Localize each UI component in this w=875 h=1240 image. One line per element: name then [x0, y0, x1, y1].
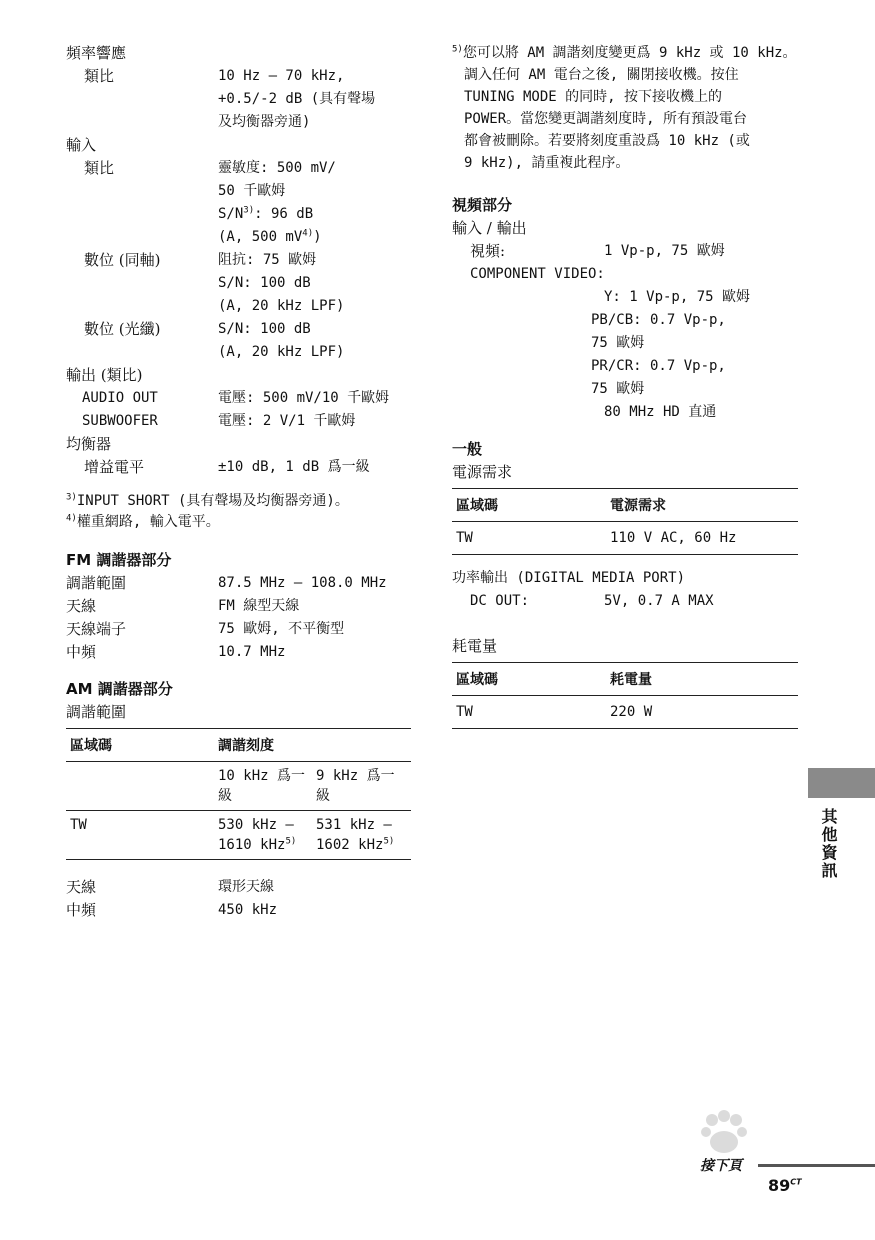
footnote-5: $^{5)}$您可以將 AM 調諧刻度變更爲 9 kHz 或 10 kHz。 調入任何 AM 電台之後, 關閉接收機。按住 TUNING MODE 的同時, 按下接收機上的 POWER。當您變更調諧刻度時, 所有預設電台 都會被刪除。若要將刻度重設爲 10 kHz (或 9 kHz), 請重複此程序。	[452, 44, 797, 171]
table-header: 區域碼	[452, 663, 606, 696]
fm-antenna-row: 天線 FM 線型天線	[66, 597, 300, 615]
video-heading: 視頻部分	[452, 196, 513, 214]
eq-gain-value: ±10 dB, 1 dB 爲一級	[218, 459, 370, 475]
input-coax-label: 數位 (同軸)	[84, 251, 161, 269]
table-cell: TW	[66, 811, 214, 860]
freq-analog-label: 類比	[84, 67, 115, 85]
component-pb: PB/CB: 0.7 Vp-p,	[591, 312, 726, 328]
component-pb: 75 歐姆	[591, 335, 645, 351]
table-cell: 530 kHz – 1610 kHz$^{5)}$	[214, 811, 312, 860]
table-row	[452, 696, 798, 729]
power-title: 電源需求	[452, 463, 513, 481]
output-sub-label: SUBWOOFER	[82, 413, 158, 429]
am-tuning-table	[66, 728, 411, 860]
component-pr: 75 歐姆	[591, 381, 645, 397]
table-header: 調諧刻度	[214, 729, 411, 762]
input-coax-value: (A, 20 kHz LPF)	[218, 298, 345, 314]
eq-title: 均衡器	[66, 435, 112, 453]
input-analog-weight: (A, 500 $mV^{4)}$)	[218, 228, 322, 245]
output-audio-label: AUDIO OUT	[82, 390, 158, 406]
footnote-3: $^{3)}$INPUT SHORT (具有聲場及均衡器旁通)。	[66, 492, 349, 509]
component-hd: 80 MHz HD 直通	[604, 404, 717, 420]
table-cell: TW	[452, 696, 606, 729]
output-audio-value: 電壓: 500 mV/10 千歐姆	[218, 390, 390, 406]
page-number: $89^{CT}$	[768, 1176, 802, 1195]
right-column	[452, 42, 798, 729]
video-row: 視頻: 1 Vp-p, 75 歐姆	[470, 242, 725, 260]
table-header: 區域碼	[66, 729, 214, 762]
input-coax-row	[66, 249, 411, 272]
component-y: Y: 1 Vp-p, 75 歐姆	[604, 289, 751, 305]
input-analog-value: 50 千歐姆	[218, 183, 286, 199]
video-io-title: 輸入 / 輸出	[452, 219, 527, 237]
input-coax-value: 阻抗: 75 歐姆	[218, 252, 317, 268]
am-range-title: 調諧範圍	[66, 703, 127, 721]
section-tab-marker	[808, 768, 875, 798]
input-optical-row	[66, 318, 411, 341]
table-header: 區域碼	[452, 489, 606, 522]
left-column	[66, 42, 411, 922]
table-row	[452, 522, 798, 555]
input-optical-label: 數位 (光纖)	[84, 320, 161, 338]
input-analog-label: 類比	[84, 159, 115, 177]
footer-rule	[758, 1164, 875, 1167]
output-title: 輸出 (類比)	[66, 366, 143, 384]
output-audio-row	[66, 387, 411, 410]
dcout-row: DC OUT: 5V, 0.7 A MAX	[470, 593, 714, 609]
component-title: COMPONENT VIDEO:	[470, 266, 605, 282]
general-heading: 一般	[452, 440, 483, 458]
consume-title: 耗電量	[452, 637, 498, 655]
footnote-ref: 3)	[243, 205, 255, 216]
freq-analog-row	[66, 65, 411, 88]
input-optical-value: S/N: 100 dB	[218, 321, 311, 337]
table-row	[66, 811, 411, 860]
consume-table	[452, 662, 798, 729]
table-cell: 110 V AC, 60 Hz	[606, 522, 798, 555]
input-analog-row	[66, 157, 411, 180]
output-sub-row	[66, 410, 411, 433]
am-if-row: 中頻 450 kHz	[66, 901, 278, 919]
input-analog-value: 靈敏度: 500 mV/	[218, 160, 336, 176]
table-cell: TW	[452, 522, 606, 555]
fm-range-row: 調諧範圍 87.5 MHz – 108.0 MHz	[66, 574, 387, 592]
freq-title: 頻率響應	[66, 44, 127, 62]
input-optical-value: (A, 20 kHz LPF)	[218, 344, 345, 360]
table-cell: 9 kHz 爲一 級	[316, 768, 395, 804]
input-title: 輸入	[66, 136, 97, 154]
table-cell: 531 kHz – 1602 kHz$^{5)}$	[312, 811, 411, 860]
table-header: 電源需求	[606, 489, 798, 522]
freq-analog-value: 及均衡器旁通)	[218, 114, 311, 130]
am-antenna-row: 天線 環形天線	[66, 878, 274, 896]
footnote-ref: 4)	[302, 228, 314, 239]
component-pr: PR/CR: 0.7 Vp-p,	[591, 358, 726, 374]
freq-analog-value: 10 Hz – 70 kHz,	[218, 68, 345, 84]
input-analog-sn: $S/N^{3)}$: 96 dB	[218, 205, 314, 222]
footnote-4: $^{4)}$權重網路, 輸入電平。	[66, 513, 220, 530]
fm-heading: FM 調諧器部分	[66, 551, 172, 569]
fm-terminal-row: 天線端子 75 歐姆, 不平衡型	[66, 620, 345, 638]
am-heading: AM 調諧器部分	[66, 680, 173, 698]
eq-gain-row	[66, 456, 411, 479]
output-sub-value: 電壓: 2 V/1 千歐姆	[218, 413, 356, 429]
table-header: 耗電量	[606, 663, 798, 696]
input-coax-value: S/N: 100 dB	[218, 275, 311, 291]
table-cell: 10 kHz 爲一 級	[218, 768, 306, 804]
fm-if-row: 中頻 10.7 MHz	[66, 643, 286, 661]
eq-gain-label: 增益電平	[84, 458, 145, 476]
continued-label: 接下頁	[700, 1158, 742, 1174]
section-tab-label: 其他資訊	[819, 808, 838, 880]
dmport-title: 功率輸出 (DIGITAL MEDIA PORT)	[452, 570, 686, 586]
power-table	[452, 488, 798, 555]
table-cell: 220 W	[606, 696, 798, 729]
freq-analog-value: +0.5/-2 dB (具有聲場	[218, 91, 376, 107]
